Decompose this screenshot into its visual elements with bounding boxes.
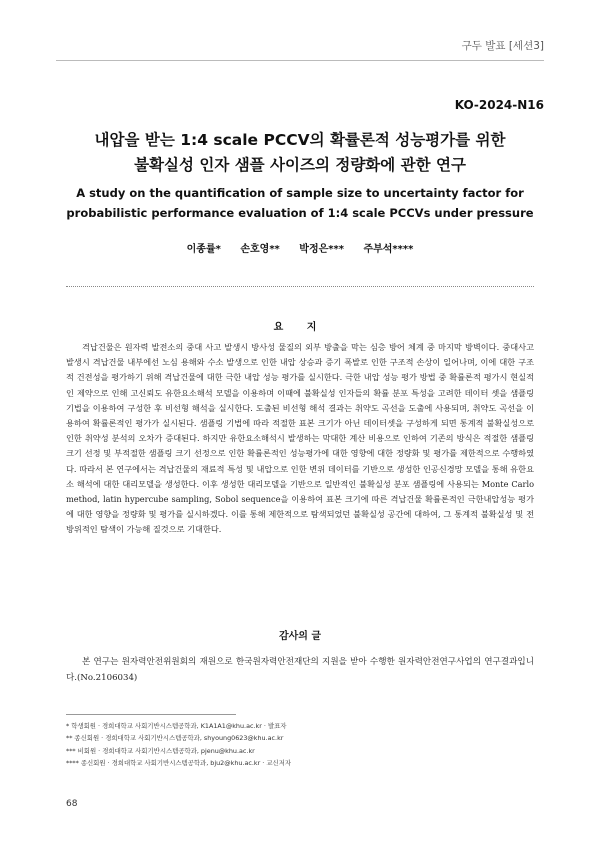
korean-title-line-2: 불확실성 인자 샘플 사이즈의 정량화에 관한 연구 [134, 156, 466, 174]
abstract-heading: 요 지 [273, 322, 327, 333]
footnotes [66, 720, 534, 770]
footnote-rule [66, 714, 236, 715]
english-title-line-1: A study on the quantification of sample size to uncertainty factor for [76, 186, 524, 200]
acknowledgement-heading: 감사의 글 [278, 631, 322, 642]
author-1: 이종률* [186, 244, 221, 255]
author-4: 주부석**** [363, 244, 414, 255]
english-title-line-2: probabilistic performance evaluation of 1:4 scale PCCVs under pressure [66, 206, 534, 220]
author-list [0, 240, 600, 255]
page-number: 68 [66, 799, 78, 809]
abstract-body: 격납건물은 원자력 발전소의 중대 사고 발생시 방사성 물질의 외부 방출을 막는 심층 방어 체계 중 마지막 방벽이다. 중대사고 발생시 격납건물 내부에선 노심 용해와 수소 발생으로 인한 내압 상승과 증기 폭발로 인한 구조적 손상이 일어나며, 이에 대한 구조적 건전성을 평가하기 위해 격납건물에 대한 극한 내압 성능 평가를 실시한다. 극한 내압 성능 평가 방법 중 확률론적 평가시 현실적인 제약으로 인해 고신뢰도 유한요소해석 모델을 이용하며 이때에 불확실성 인자들의 확률 분포 특성을 고려한 데이터 셋을 샘플링 기법을 이용하여 구성한 후 비선형 해석을 실시한다. 도출된 비선형 해석 결과는 취약도 곡선을 도출에 사용되며, 취약도 곡선을 이용하여 확률론적인 평가가 실시된다. 샘플링 기법에 따라 적절한 표본 크기가 아닌 데이터셋을 구성하게 되면 통계적 불확실성으로 인한 취약성 분석의 오차가 증대된다. 하지만 유한요소해석시 발생하는 막대한 계산 비용으로 인하여 기존의 방식은 적절한 샘플링 크기 선정 및 부적절한 샘플링 크기 선정으로 인한 확률론적인 성능평가에 대한 영향에 대한 정량화 및 평가를 제한적으로 수행하였다. 따라서 본 연구에서는 격납건물의 재료적 특성 및 내압으로 인한 변위 데이터를 기반으로 생성한 인공신경망 모델을 통해 유한요소 해석에 대한 대리모델을 생성한다. 이후 생성한 대리모델을 기반으로 일반적인 불확실성 분포 샘플링에 사용되는 Monte Carlo method, latin hypercube sampling, Sobol sequence을 이용하여 표본 크기에 따른 격납건물 확률론적인 극한내압성능 평가에 대한 영향을 정량화 및 평가를 실시하겠다. 이를 통해 제한적으로 탐색되었던 불확실성 공간에 대하여, 그 통계적 불확실성 및 전방위적인 탐색이 가능해 질것으로 기대한다. [66, 342, 534, 535]
english-title [40, 183, 560, 223]
acknowledgement-body: 본 연구는 원자력안전위원회의 재원으로 한국원자력안전재단의 지원을 받아 수행한 원자력안전연구사업의 연구결과입니다.(No.2106034) [66, 657, 534, 683]
korean-title-line-1: 내압을 받는 1:4 scale PCCV의 확률론적 성능평가를 위한 [94, 131, 506, 149]
footnote-2: ** 종신회원 · 경희대학교 사회기반시스템공학과, shyoung0623@khu.ac.kr [66, 734, 284, 743]
footnote-1: * 학생회원 · 경희대학교 사회기반시스템공학과, K1A1A1@khu.ac.kr · 발표자 [66, 722, 287, 730]
author-3: 박정은*** [299, 244, 344, 255]
author-2: 손호영** [240, 244, 280, 255]
session-label: 구두 발표 [세션3] [461, 40, 544, 52]
footnote-4: **** 종신회원 · 경희대학교 사회기반시스템공학과, bju2@khu.ac.kr · 교신저자 [66, 759, 292, 768]
footnote-3: *** 비회원 · 경희대학교 사회기반시스템공학과, pjenu@khu.ac.kr [66, 746, 255, 755]
section-divider [66, 286, 534, 287]
header-rule [56, 60, 544, 61]
paper-id: KO-2024-N16 [454, 98, 544, 112]
korean-title [40, 128, 560, 178]
